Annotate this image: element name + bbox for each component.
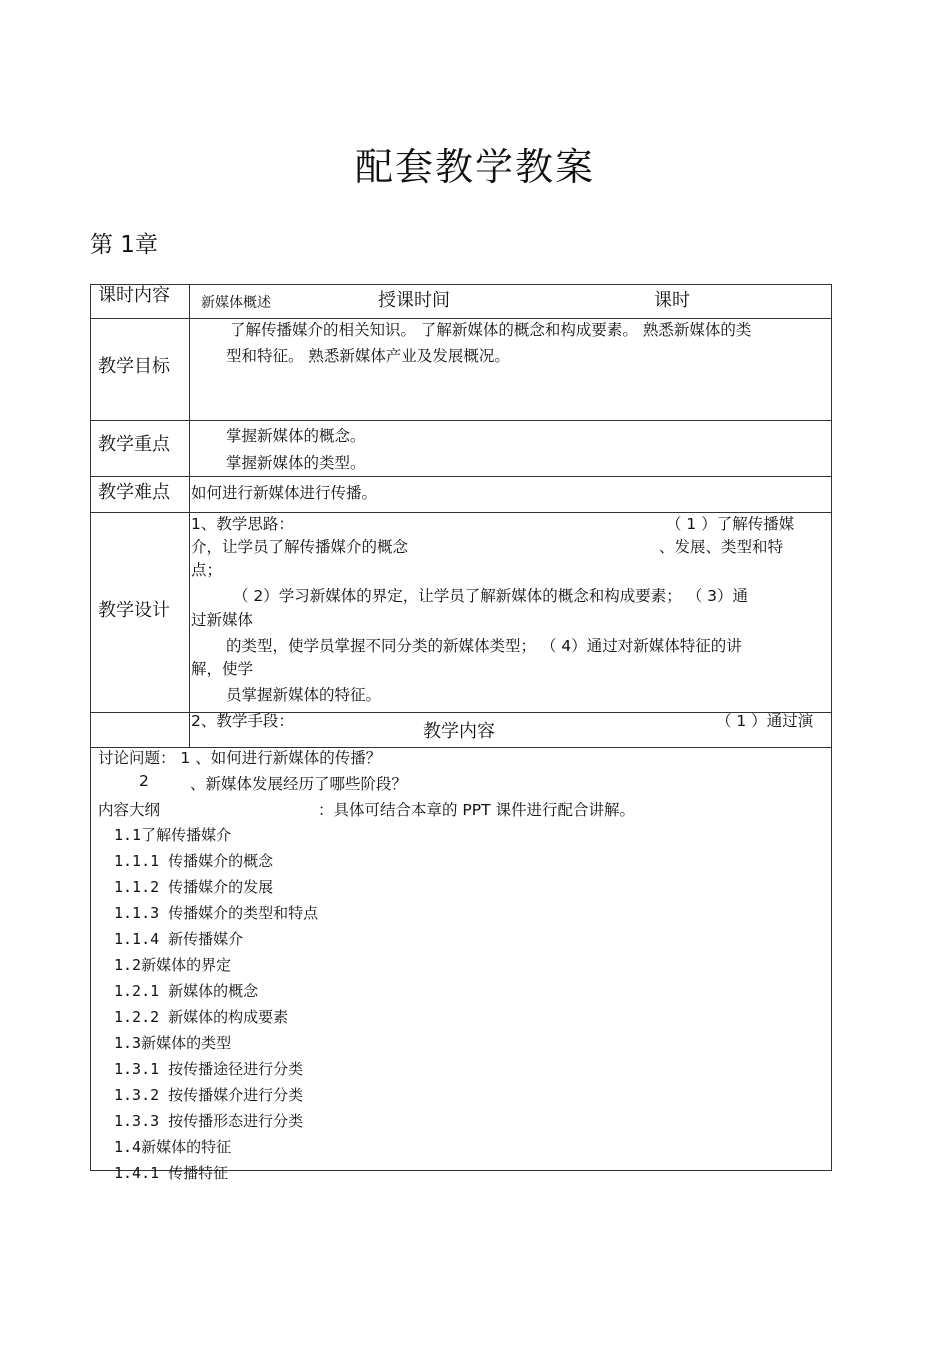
outline-label: 内容大纲 [98, 801, 161, 819]
key-points-label: 教学重点 [98, 434, 170, 455]
table-row-divider [90, 420, 832, 421]
lesson-content-label: 课时内容 [98, 285, 170, 306]
design-text-line: 2、教学手段： [191, 712, 294, 730]
outline-item: 1.3新媒体的类型 [114, 1034, 232, 1052]
class-hours-label: 课时 [654, 290, 690, 311]
difficulty-label: 教学难点 [98, 482, 170, 503]
discussion-number: 2 [139, 772, 149, 790]
table-row-divider [90, 476, 832, 477]
outline-item: 1.1.2 传播媒介的发展 [114, 878, 274, 896]
design-text-line: （ 2）学习新媒体的界定，让学员了解新媒体的概念和构成要素； （ 3）通 [233, 587, 749, 605]
design-text-line: 过新媒体 [191, 611, 254, 629]
design-text-line: 、发展、类型和特 [659, 538, 784, 556]
outline-item: 1.1.4 新传播媒介 [114, 930, 244, 948]
chapter-heading: 第 1章 [90, 232, 158, 258]
objectives-label: 教学目标 [98, 356, 170, 377]
outline-item: 1.1.1 传播媒介的概念 [114, 852, 274, 870]
key-points-text-line: 掌握新媒体的概念。 [226, 427, 366, 445]
outline-item: 1.2.1 新媒体的概念 [114, 982, 259, 1000]
table-border-right [831, 284, 832, 1171]
key-points-text-line: 掌握新媒体的类型。 [226, 454, 366, 472]
design-text-line: （ 1 ）了解传播媒 [666, 515, 795, 533]
lesson-content-value: 新媒体概述 [201, 295, 271, 311]
design-text-line: 员掌握新媒体的特征。 [226, 686, 382, 704]
difficulty-text: 如何进行新媒体进行传播。 [191, 484, 378, 502]
outline-item: 1.2新媒体的界定 [114, 956, 232, 974]
page-title: 配套教学教案 [354, 145, 595, 189]
table-border-top [90, 284, 832, 285]
outline-item: 1.3.2 按传播媒介进行分类 [114, 1086, 304, 1104]
teaching-time-label: 授课时间 [378, 290, 450, 311]
outline-note: ：具体可结合本章的 PPT 课件进行配合讲解。 [318, 801, 636, 819]
design-label: 教学设计 [98, 600, 170, 621]
content-header: 教学内容 [423, 721, 495, 742]
outline-item: 1.4新媒体的特征 [114, 1138, 232, 1156]
design-text-line: （ 1 ）通过演 [716, 712, 814, 730]
design-text-line: 的类型，使学员掌握不同分类的新媒体类型； （ 4）通过对新媒体特征的讲 [226, 637, 742, 655]
design-text-line: 点； [191, 561, 223, 579]
objectives-text-line: 型和特征。 熟悉新媒体产业及发展概况。 [226, 347, 510, 365]
outline-item: 1.2.2 新媒体的构成要素 [114, 1008, 289, 1026]
outline-item: 1.3.1 按传播途径进行分类 [114, 1060, 304, 1078]
design-text-line: 1、教学思路： [191, 515, 294, 533]
discussion-question: 、新媒体发展经历了哪些阶段？ [190, 775, 408, 793]
outline-item: 1.4.1 传播特征 [114, 1164, 229, 1182]
table-column-divider [189, 284, 190, 747]
table-border-left [90, 284, 91, 1171]
objectives-text-line: 了解传播媒介的相关知识。 了解新媒体的概念和构成要素。 熟悉新媒体的类 [230, 321, 752, 339]
discussion-question: 讨论问题： 1 、如何进行新媒体的传播？ [98, 749, 382, 767]
design-text-line: 解，使学 [191, 660, 254, 678]
outline-item: 1.1了解传播媒介 [114, 826, 232, 844]
design-text-line: 介，让学员了解传播媒介的概念 [191, 538, 409, 556]
outline-item: 1.1.3 传播媒介的类型和特点 [114, 904, 319, 922]
outline-item: 1.3.3 按传播形态进行分类 [114, 1112, 304, 1130]
